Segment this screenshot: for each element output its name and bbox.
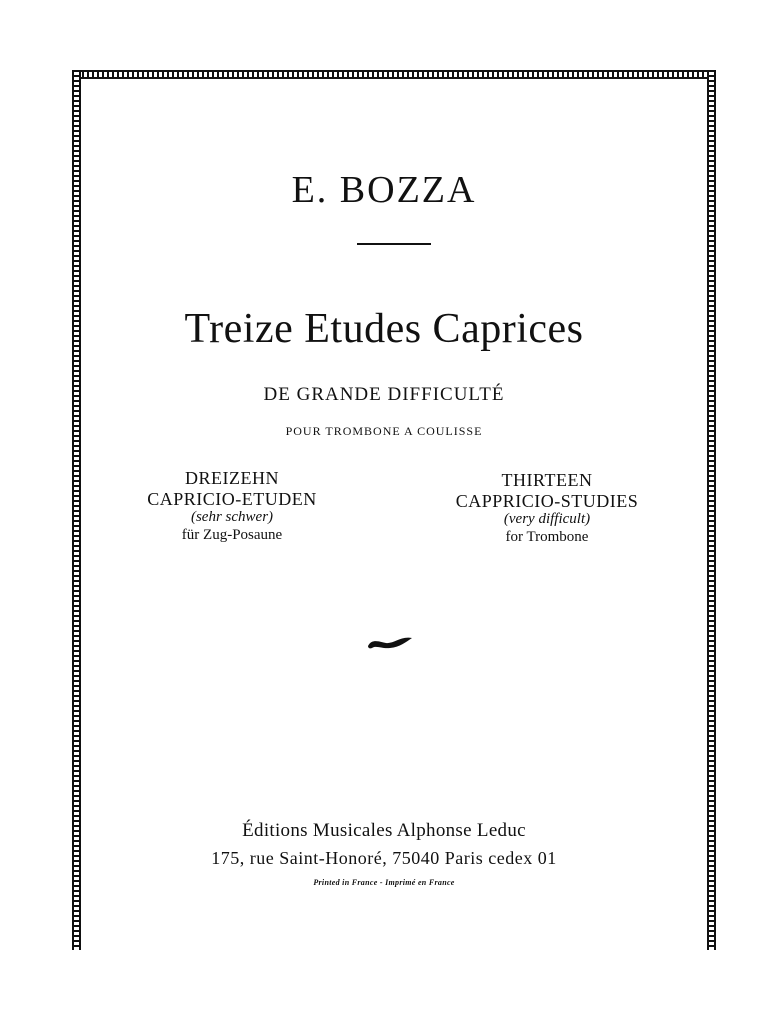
page-title: Treize Etudes Caprices <box>184 306 584 352</box>
english-line-2: CAPPRICIO-STUDIES <box>455 490 639 511</box>
german-line-1: DREIZEHN <box>185 468 279 488</box>
subtitle: DE GRANDE DIFFICULTÉ <box>263 384 505 405</box>
german-line-2: CAPRICIO-ETUDEN <box>147 488 317 509</box>
publisher-address: 175, rue Saint-Honoré, 75040 Paris cedex 01 <box>211 848 557 868</box>
border-top <box>72 70 716 79</box>
english-title-block <box>424 470 670 546</box>
english-line-3: (very difficult) <box>503 511 591 528</box>
german-title-block <box>118 468 346 544</box>
flourish-ornament-icon <box>366 634 414 652</box>
publisher-name: Éditions Musicales Alphonse Leduc <box>242 820 526 841</box>
composer-name: E. BOZZA <box>291 169 477 211</box>
english-line-4: for Trombone <box>505 528 589 545</box>
printed-notice: Printed in France - Imprimé en France <box>313 878 455 887</box>
instrument-line: POUR TROMBONE A COULISSE <box>285 424 483 438</box>
german-line-3: (sehr schwer) <box>190 509 274 526</box>
title-divider <box>357 243 431 245</box>
english-line-1: THIRTEEN <box>501 470 593 490</box>
german-line-4: für Zug-Posaune <box>181 526 283 543</box>
